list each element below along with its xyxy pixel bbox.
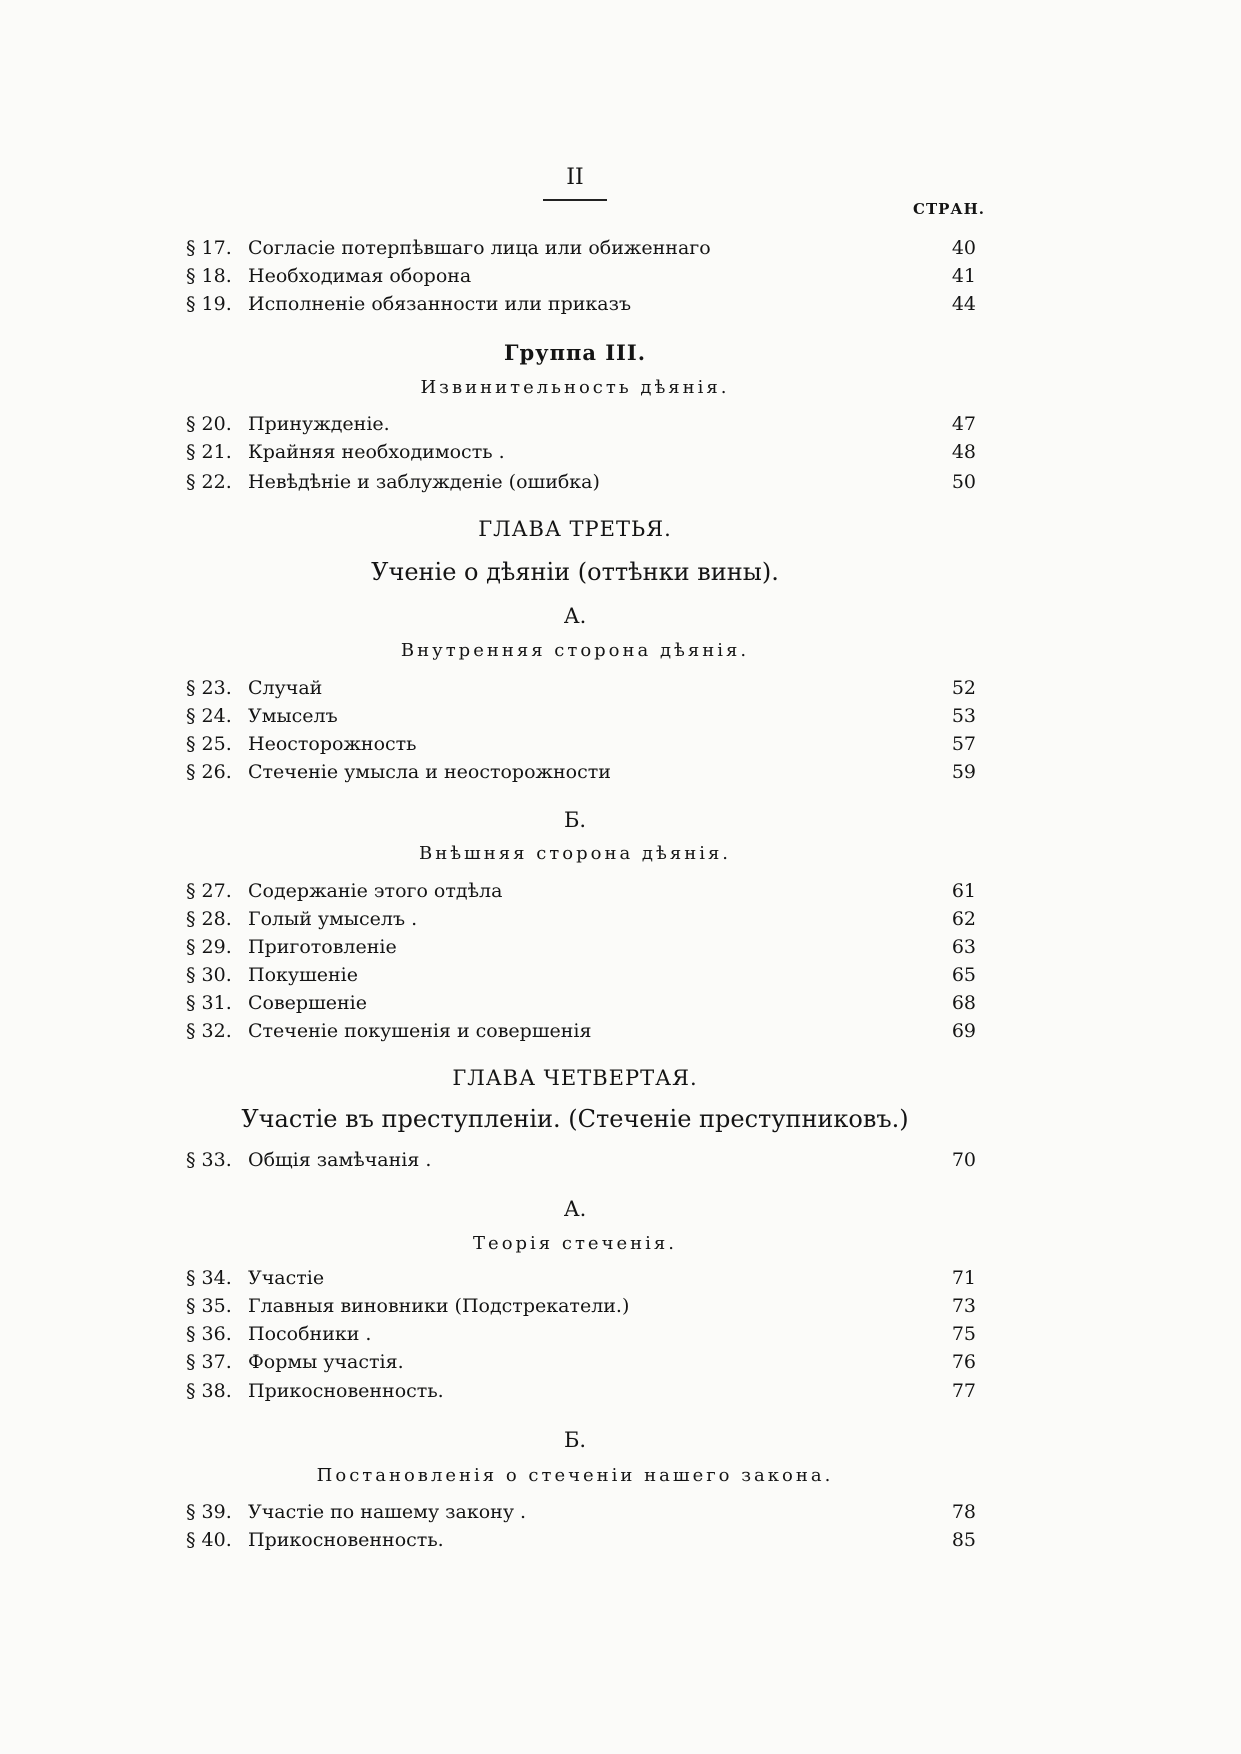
toc-entry[interactable] bbox=[186, 733, 976, 763]
page-ref: 59 bbox=[951, 761, 976, 783]
toc-entry[interactable] bbox=[186, 992, 976, 1022]
toc-entry[interactable] bbox=[186, 471, 976, 501]
page-ref: 63 bbox=[951, 936, 976, 958]
group-heading: Группа III. bbox=[503, 340, 647, 365]
section-title: Стеченіе умысла и неосторожности bbox=[248, 761, 611, 783]
section-title: Прикосновенность. bbox=[248, 1380, 444, 1402]
chapter-topic: Участіе въ преступленіи. (Стеченіе преступниковъ.) bbox=[241, 1105, 909, 1133]
toc-entry[interactable] bbox=[186, 1529, 976, 1559]
section-title: Участіе по нашему закону . bbox=[248, 1501, 527, 1523]
toc-entry[interactable] bbox=[186, 880, 976, 910]
toc-entry[interactable] bbox=[186, 237, 976, 267]
section-title: Приготовленіе bbox=[248, 936, 397, 958]
part-letter: А. bbox=[563, 604, 587, 628]
page-ref: 70 bbox=[951, 1149, 976, 1171]
section-number: § 24. bbox=[186, 705, 232, 727]
section-number: § 37. bbox=[186, 1351, 232, 1373]
toc-entry[interactable] bbox=[186, 705, 976, 735]
part-subheading: Внѣшняя сторона дѣянія. bbox=[418, 843, 732, 864]
toc-entry[interactable] bbox=[186, 413, 976, 443]
section-number: § 27. bbox=[186, 880, 232, 902]
section-title: Неосторожность bbox=[248, 733, 417, 755]
section-title: Прикосновенность. bbox=[248, 1529, 444, 1551]
group-subheading: Извинительность дѣянія. bbox=[420, 377, 730, 398]
part-letter: Б. bbox=[563, 1428, 587, 1452]
page-ref: 76 bbox=[951, 1351, 976, 1373]
chapter-heading: ГЛАВА ТРЕТЬЯ. bbox=[478, 517, 672, 541]
page-ref: 75 bbox=[951, 1323, 976, 1345]
section-number: § 22. bbox=[186, 471, 232, 493]
part-subheading: Внутренняя сторона дѣянія. bbox=[400, 640, 750, 661]
toc-entry[interactable] bbox=[186, 964, 976, 994]
section-title: Формы участія. bbox=[248, 1351, 404, 1373]
section-number: § 32. bbox=[186, 1020, 232, 1042]
section-number: § 17. bbox=[186, 237, 232, 259]
page-ref: 78 bbox=[951, 1501, 976, 1523]
page-ref: 47 bbox=[951, 413, 976, 435]
section-title: Голый умыселъ . bbox=[248, 908, 418, 930]
toc-entry[interactable] bbox=[186, 677, 976, 707]
section-title: Участіе bbox=[248, 1267, 325, 1289]
section-title: Совершеніе bbox=[248, 992, 367, 1014]
page-number: II bbox=[566, 165, 584, 190]
toc-entry[interactable] bbox=[186, 1351, 976, 1381]
section-number: § 21. bbox=[186, 441, 232, 463]
toc-entry[interactable] bbox=[186, 1020, 976, 1050]
toc-entry[interactable] bbox=[186, 265, 976, 295]
page-ref: 71 bbox=[951, 1267, 976, 1289]
page-ref: 40 bbox=[951, 237, 976, 259]
section-title: Стеченіе покушенія и совершенія bbox=[248, 1020, 592, 1042]
section-title: Принужденіе. bbox=[248, 413, 390, 435]
toc-entry[interactable] bbox=[186, 1380, 976, 1410]
page-ref: 62 bbox=[951, 908, 976, 930]
section-title: Пособники . bbox=[248, 1323, 372, 1345]
section-number: § 39. bbox=[186, 1501, 232, 1523]
section-number: § 34. bbox=[186, 1267, 232, 1289]
section-title: Главныя виновники (Подстрекатели.) bbox=[248, 1295, 630, 1317]
section-number: § 31. bbox=[186, 992, 232, 1014]
part-subheading: Теорія стеченія. bbox=[473, 1233, 677, 1254]
page-column-label: СТРАН. bbox=[913, 200, 985, 218]
section-title: Невѣдѣніе и заблужденіе (ошибка) bbox=[248, 471, 600, 493]
toc-entry[interactable] bbox=[186, 936, 976, 966]
section-title: Общія замѣчанія . bbox=[248, 1149, 432, 1171]
toc-entry[interactable] bbox=[186, 761, 976, 791]
section-title: Умыселъ bbox=[248, 705, 338, 727]
section-number: § 29. bbox=[186, 936, 232, 958]
toc-entry[interactable] bbox=[186, 1267, 976, 1297]
section-title: Содержаніе этого отдѣла bbox=[248, 880, 503, 902]
page-ref: 41 bbox=[951, 265, 976, 287]
page-ref: 48 bbox=[951, 441, 976, 463]
page-ref: 73 bbox=[951, 1295, 976, 1317]
section-number: § 20. bbox=[186, 413, 232, 435]
section-title: Исполненіе обязанности или приказъ bbox=[248, 293, 632, 315]
section-number: § 36. bbox=[186, 1323, 232, 1345]
page-ref: 50 bbox=[951, 471, 976, 493]
section-number: § 23. bbox=[186, 677, 232, 699]
section-number: § 28. bbox=[186, 908, 232, 930]
page-ref: 65 bbox=[951, 964, 976, 986]
toc-entry[interactable] bbox=[186, 1501, 976, 1531]
section-number: § 35. bbox=[186, 1295, 232, 1317]
page-ref: 44 bbox=[951, 293, 976, 315]
section-title: Согласіе потерпѣвшаго лица или обиженнаго bbox=[248, 237, 711, 259]
section-title: Покушеніе bbox=[248, 964, 358, 986]
toc-entry[interactable] bbox=[186, 908, 976, 938]
section-number: § 40. bbox=[186, 1529, 232, 1551]
toc-entry[interactable] bbox=[186, 1149, 976, 1179]
part-subheading: Постановленія о стеченіи нашего закона. bbox=[316, 1465, 834, 1486]
page-ref: 57 bbox=[951, 733, 976, 755]
page-ref: 68 bbox=[951, 992, 976, 1014]
page-ref: 69 bbox=[951, 1020, 976, 1042]
section-title: Крайняя необходимость . bbox=[248, 441, 505, 463]
section-number: § 38. bbox=[186, 1380, 232, 1402]
page-ref: 85 bbox=[951, 1529, 976, 1551]
section-number: § 26. bbox=[186, 761, 232, 783]
section-number: § 18. bbox=[186, 265, 232, 287]
section-title: Необходимая оборона bbox=[248, 265, 472, 287]
page-ref: 77 bbox=[951, 1380, 976, 1402]
section-number: § 33. bbox=[186, 1149, 232, 1171]
page-ref: 52 bbox=[951, 677, 976, 699]
section-number: § 30. bbox=[186, 964, 232, 986]
chapter-topic: Ученіе о дѣяніи (оттѣнки вины). bbox=[371, 558, 779, 586]
toc-entry[interactable] bbox=[186, 1323, 976, 1353]
section-number: § 19. bbox=[186, 293, 232, 315]
toc-entry[interactable] bbox=[186, 1295, 976, 1325]
page-number-rule bbox=[543, 199, 607, 201]
page-ref: 53 bbox=[951, 705, 976, 727]
section-number: § 25. bbox=[186, 733, 232, 755]
section-title: Случай bbox=[248, 677, 323, 699]
page-ref: 61 bbox=[951, 880, 976, 902]
part-letter: Б. bbox=[563, 808, 587, 832]
part-letter: А. bbox=[563, 1197, 587, 1221]
toc-entry[interactable] bbox=[186, 293, 976, 323]
toc-entry[interactable] bbox=[186, 441, 976, 471]
chapter-heading: ГЛАВА ЧЕТВЕРТАЯ. bbox=[452, 1066, 698, 1090]
